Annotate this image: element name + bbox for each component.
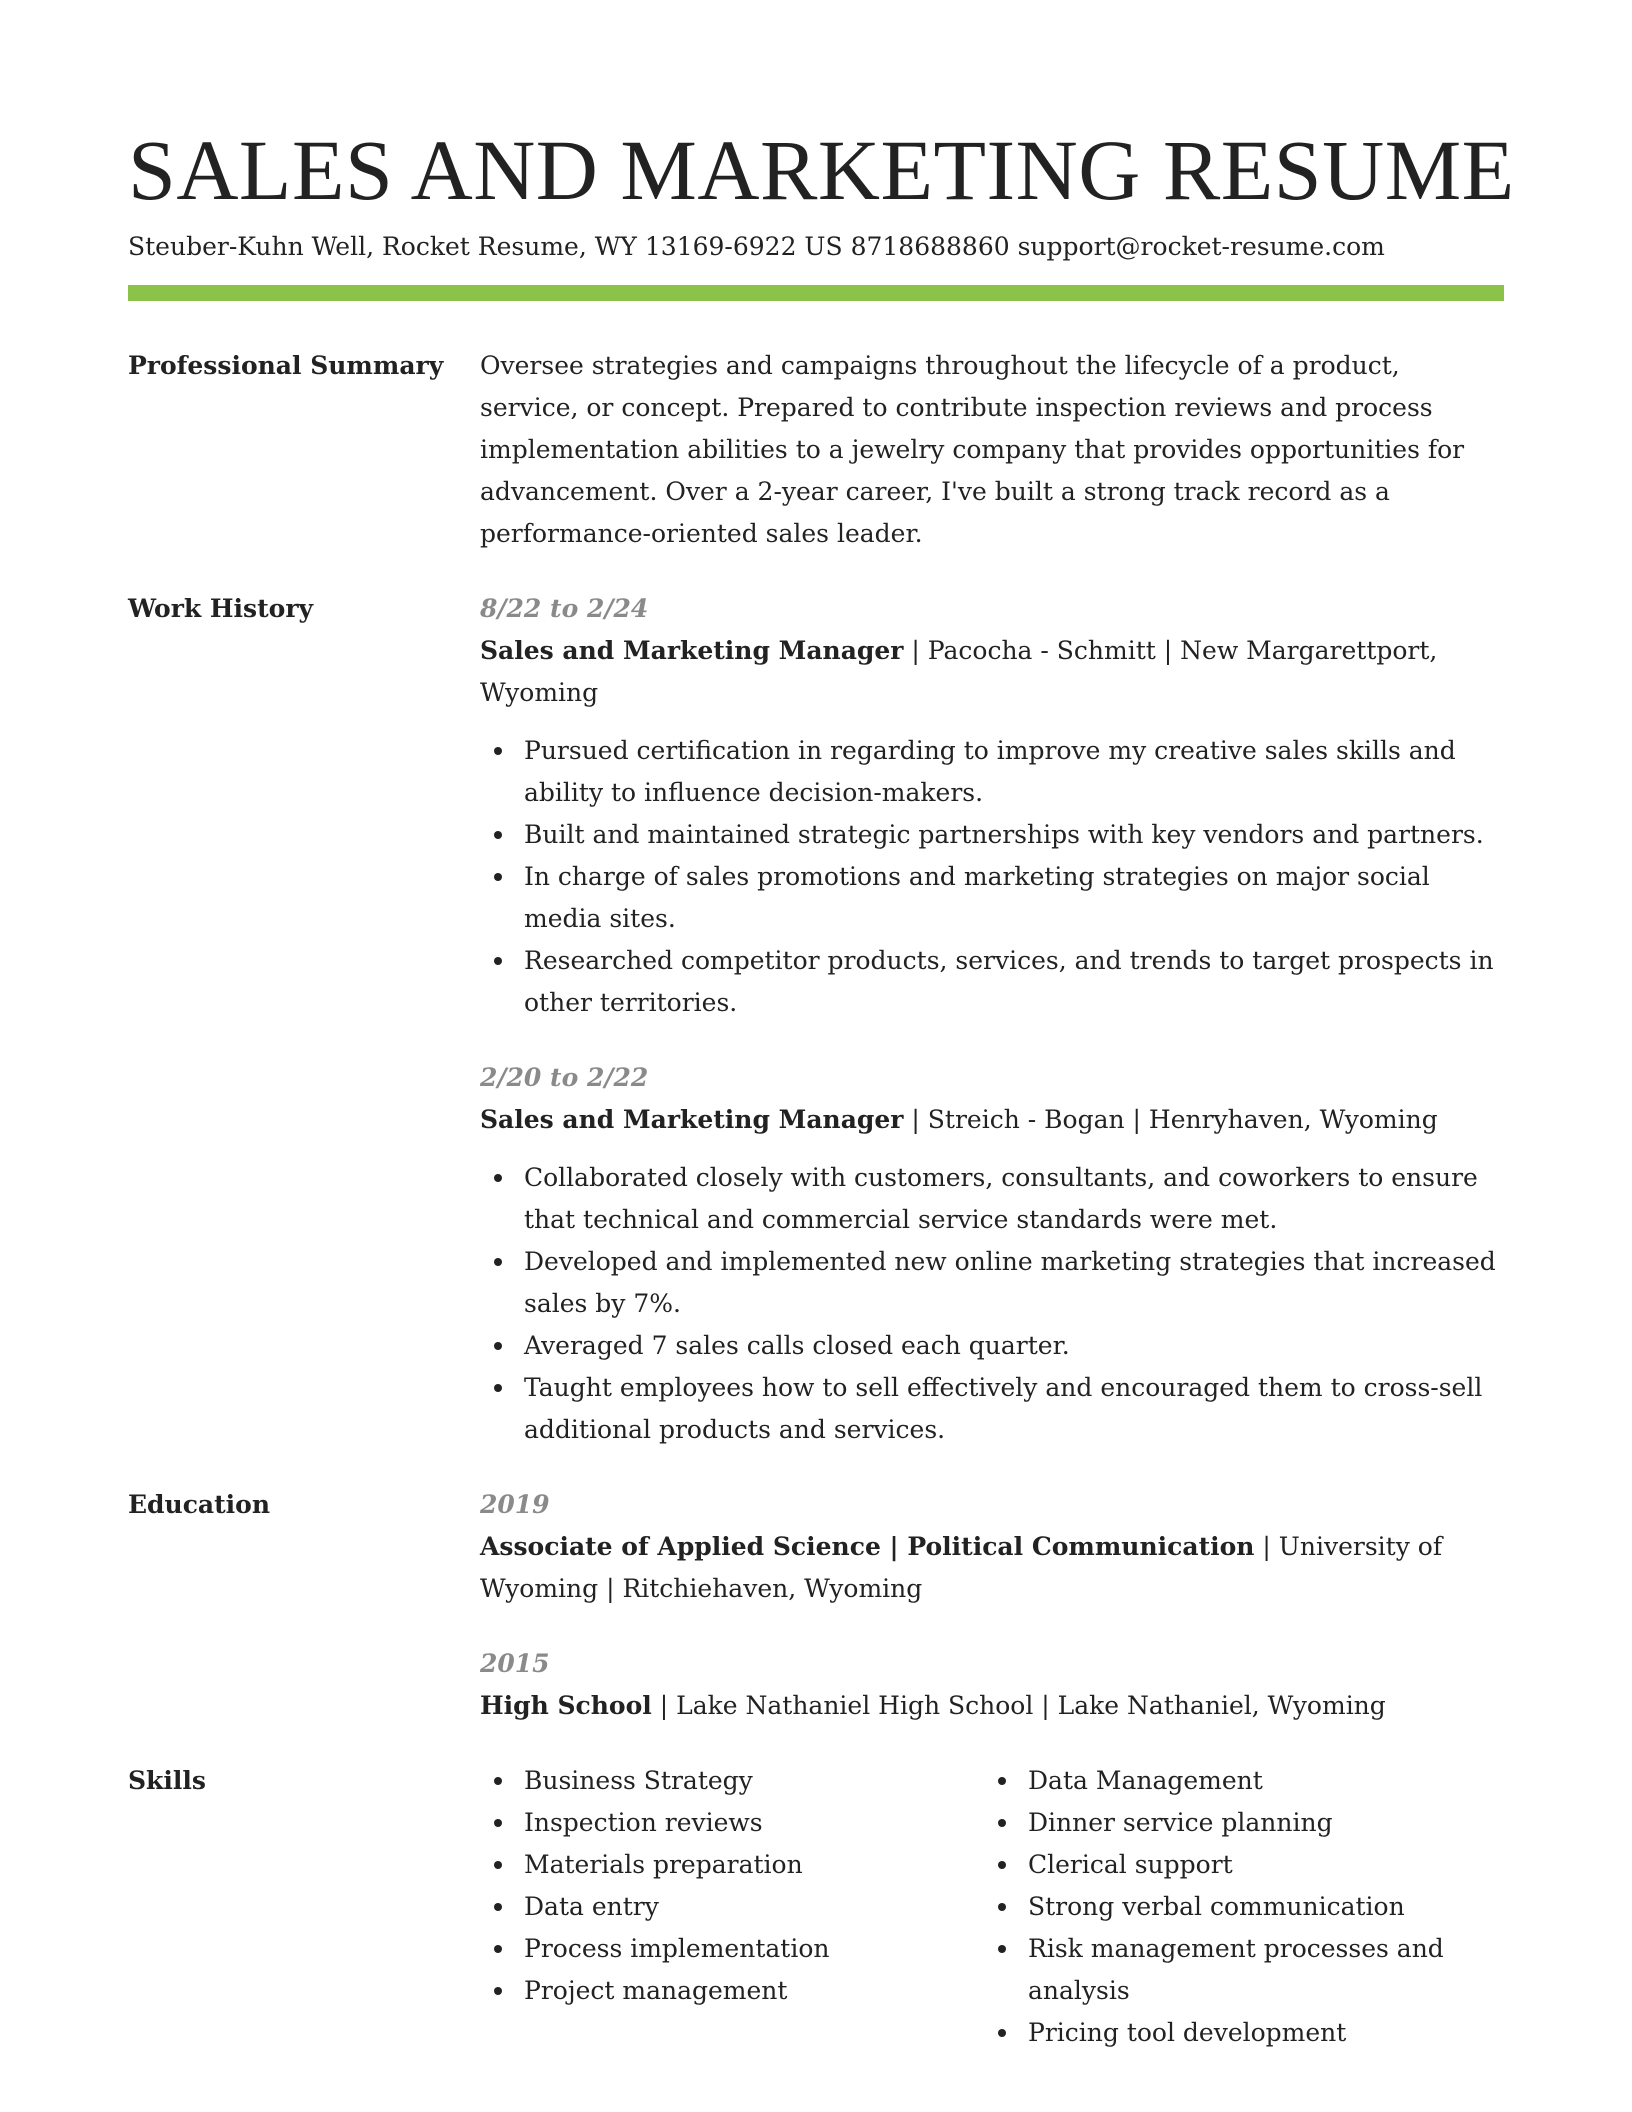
skill-item: Inspection reviews	[480, 1802, 984, 1844]
skills-heading: Skills	[128, 1766, 206, 1795]
bullet-item: Researched competitor products, services, and trends to target prospects in other territories.	[480, 940, 1504, 1024]
summary-section	[128, 345, 1504, 555]
resume-page	[128, 120, 1515, 2054]
accent-divider	[128, 285, 1504, 301]
work-history-section	[128, 588, 1504, 1451]
bullet-item: In charge of sales promotions and marketing strategies on major social media sites.	[480, 856, 1504, 940]
bullet-item: Developed and implemented new online marketing strategies that increased sales by 7%.	[480, 1241, 1504, 1325]
education-entries	[480, 1484, 1504, 1727]
contact-line: Steuber-Kuhn Well, Rocket Resume, WY 13169-6922 US 8718688860 support@rocket-resume.com	[128, 232, 1385, 261]
work-history-entries	[480, 588, 1504, 1451]
education-entry-degree	[480, 1526, 1504, 1610]
skills-section	[128, 1760, 1504, 2054]
education-section	[128, 1484, 1504, 1727]
skill-item: Business Strategy	[480, 1760, 984, 1802]
skill-item: Pricing tool development	[984, 2012, 1504, 2054]
work-entry	[480, 588, 1504, 1024]
work-entry-role	[480, 630, 1504, 714]
education-entry-date: 2015	[480, 1649, 550, 1678]
bullet-item: Built and maintained strategic partnerships with key vendors and partners.	[480, 814, 1504, 856]
skill-item: Risk management processes and analysis	[984, 1928, 1504, 2012]
skill-item: Dinner service planning	[984, 1802, 1504, 1844]
summary-heading: Professional Summary	[128, 351, 444, 380]
education-entry	[480, 1643, 1504, 1727]
skill-item: Data Management	[984, 1760, 1504, 1802]
education-degree-title: Associate of Applied Science | Political Communication	[480, 1532, 1255, 1561]
education-degree-title: High School	[480, 1691, 652, 1720]
skills-list	[480, 1760, 1504, 2054]
work-history-heading: Work History	[128, 594, 314, 623]
work-entry-employer: | Pacocha - Schmitt | New Margarettport, Wyoming	[480, 636, 1438, 707]
work-entry-employer: | Streich - Bogan | Henryhaven, Wyoming	[903, 1105, 1438, 1134]
education-institution: | University of Wyoming | Ritchiehaven, Wyoming	[480, 1532, 1443, 1603]
education-entry-date: 2019	[480, 1490, 550, 1519]
bullet-item: Taught employees how to sell effectively and encouraged them to cross-sell additional products and services.	[480, 1367, 1504, 1451]
skill-item: Materials preparation	[480, 1844, 984, 1886]
work-entry-bullets	[480, 1157, 1504, 1451]
education-entry	[480, 1484, 1504, 1610]
work-entry-bullets	[480, 730, 1504, 1024]
skill-item: Project management	[480, 1970, 984, 2012]
work-entry	[480, 1057, 1504, 1451]
skills-column-1	[480, 1760, 984, 2054]
bullet-item: Averaged 7 sales calls closed each quarter.	[480, 1325, 1504, 1367]
skill-item: Data entry	[480, 1886, 984, 1928]
skills-column-2	[984, 1760, 1504, 2054]
education-institution: | Lake Nathaniel High School | Lake Nathaniel, Wyoming	[651, 1691, 1386, 1720]
work-entry-date: 2/20 to 2/22	[480, 1063, 649, 1092]
skill-item: Clerical support	[984, 1844, 1504, 1886]
work-entry-date: 8/22 to 2/24	[480, 594, 649, 623]
skill-item: Process implementation	[480, 1928, 984, 1970]
bullet-item: Pursued certification in regarding to improve my creative sales skills and ability to influence decision-makers.	[480, 730, 1504, 814]
education-entry-degree	[480, 1685, 1504, 1727]
bullet-item: Collaborated closely with customers, consultants, and coworkers to ensure that technical and commercial service standards were met.	[480, 1157, 1504, 1241]
work-entry-role	[480, 1099, 1504, 1141]
work-entry-title: Sales and Marketing Manager	[480, 1105, 904, 1134]
resume-title: SALES AND MARKETING RESUME	[128, 122, 1515, 218]
summary-text: Oversee strategies and campaigns throughout the lifecycle of a product, service, or concept. Prepared to contribute inspection reviews and process implementation abilities to a jewelry company that provides opportunities for advancement. Over a 2-year career, I've built a strong track record as a performance-oriented sales leader.	[480, 351, 1465, 548]
work-entry-title: Sales and Marketing Manager	[480, 636, 904, 665]
education-heading: Education	[128, 1490, 271, 1519]
skill-item: Strong verbal communication	[984, 1886, 1504, 1928]
